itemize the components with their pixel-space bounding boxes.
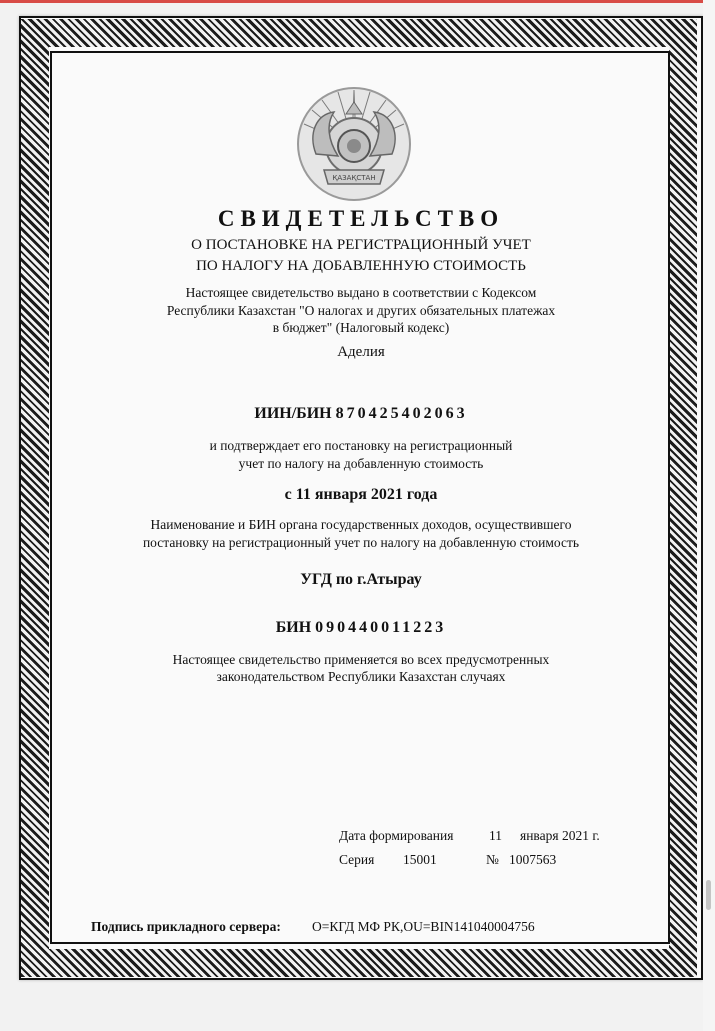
certificate-page <box>19 16 703 980</box>
iin-row <box>19 405 703 423</box>
applicability-line-1: Настоящее свидетельство применяется во всех предусмотренных <box>172 652 550 667</box>
series-label: Серия <box>339 852 375 867</box>
authority-text-2: постановку на регистрационный учет по налогу на добавленную стоимость <box>142 535 580 550</box>
subtitle-line-1: О ПОСТАНОВКЕ НА РЕГИСТРАЦИОННЫЙ УЧЕТ <box>191 237 531 253</box>
intro-line-2: Республики Казахстан "О налогах и других обязательных платежах <box>166 303 556 318</box>
certificate-title: СВИДЕТЕЛЬСТВО <box>217 206 505 231</box>
bin-label: БИН <box>275 619 312 636</box>
series-value: 15001 <box>403 852 437 867</box>
confirm-line-1: и подтверждает его постановку на регистрационный <box>209 438 513 453</box>
intro-line-3: в бюджет" (Налоговый кодекс) <box>272 320 450 335</box>
scrollbar-thumb[interactable] <box>706 880 711 910</box>
bin-value: 090440011223 <box>315 619 447 636</box>
signature-value: O=КГД МФ РК,OU=BIN141040004756 <box>312 919 535 934</box>
state-emblem-icon <box>294 84 414 204</box>
top-accent-bar <box>0 0 715 3</box>
signature-label: Подпись прикладного сервера: <box>91 919 281 934</box>
iin-label: ИИН/БИН <box>254 405 332 422</box>
applicability-line-2: законодательством Республики Казахстан случаях <box>216 669 506 684</box>
number-value: 1007563 <box>509 852 557 867</box>
scrollbar-track[interactable] <box>703 0 715 1031</box>
formation-day: 11 <box>489 828 502 843</box>
confirm-line-2: учет по налогу на добавленную стоимость <box>238 456 484 471</box>
authority-text-1: Наименование и БИН органа государственных доходов, осуществившего <box>150 517 572 532</box>
holder-name: Аделия <box>337 344 385 360</box>
authority-name: УГД по г.Атырау <box>300 571 422 588</box>
formation-label: Дата формирования <box>339 828 454 843</box>
subtitle-line-2: ПО НАЛОГУ НА ДОБАВЛЕННУЮ СТОИМОСТЬ <box>196 258 526 274</box>
number-label: № <box>486 852 499 867</box>
bin-row <box>19 619 703 637</box>
effective-date: с 11 января 2021 года <box>284 486 438 503</box>
iin-value: 870425402063 <box>335 405 468 422</box>
svg-text:ҚАЗАҚСТАН: ҚАЗАҚСТАН <box>332 174 376 182</box>
formation-month-year: января 2021 г. <box>520 828 600 843</box>
intro-line-1: Настоящее свидетельство выдано в соответствии с Кодексом <box>185 285 537 300</box>
